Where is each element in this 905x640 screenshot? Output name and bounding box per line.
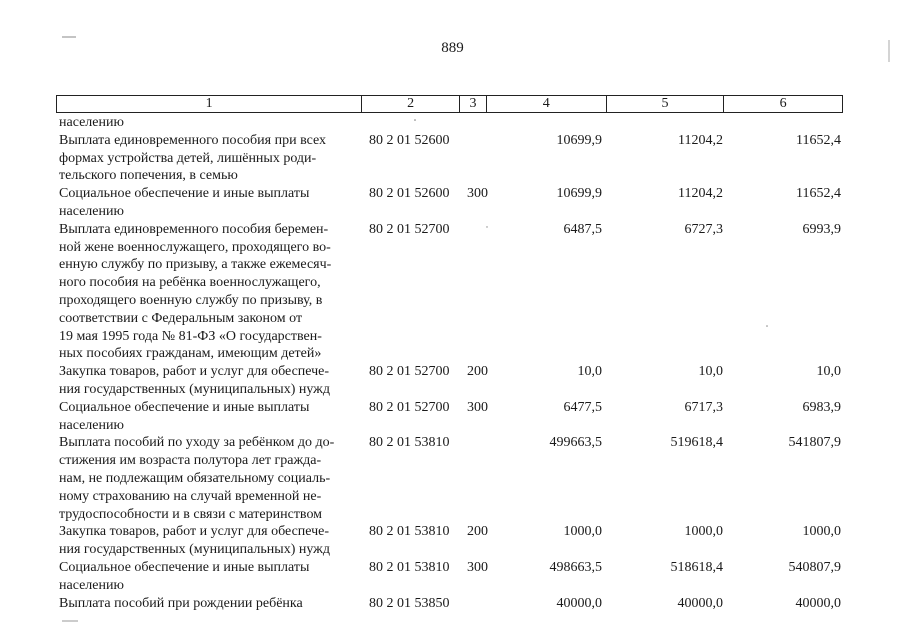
row-code: 80 2 01 53850: [369, 595, 450, 611]
row-name: [59, 132, 359, 185]
table-row: [59, 221, 843, 363]
table-row: [59, 114, 843, 132]
row-code: 80 2 01 52700: [369, 399, 450, 415]
page-number: 889: [441, 40, 464, 56]
row-name-line: формах устройства детей, лишённых роди-: [59, 150, 317, 166]
row-name-line: Социальное обеспечение и иные выплаты: [59, 399, 310, 415]
row-code: 80 2 01 52600: [369, 186, 450, 202]
row-value-col6: 10,0: [816, 364, 841, 380]
header-col-6: 6: [779, 96, 787, 111]
table-row: [59, 132, 843, 185]
row-name-line: тельского попечения, в семью: [59, 168, 238, 184]
row-name-line: населению: [59, 417, 124, 433]
row-name-line: Выплата пособий при рождении ребёнка: [59, 595, 303, 611]
row-value-col5: 1000,0: [684, 524, 723, 540]
row-name-line: Социальное обеспечение и иные выплаты: [59, 186, 310, 202]
row-code: 80 2 01 53810: [369, 435, 450, 451]
row-value-col6: 40000,0: [795, 595, 841, 611]
row-value-col6: 11652,4: [796, 186, 841, 202]
row-value-col5: 6727,3: [684, 221, 723, 237]
row-value-col6: 11652,4: [796, 132, 841, 148]
row-value-col4: 6487,5: [563, 221, 602, 237]
table-row: [59, 399, 843, 435]
row-name-line: ному страхованию на случай временной не-: [59, 488, 322, 504]
row-name: [59, 114, 359, 132]
row-name-line: Выплата единовременного пособия при всех: [59, 132, 327, 148]
row-name-line: населению: [59, 577, 124, 593]
row-expense-type: 200: [467, 364, 488, 380]
row-name: [59, 434, 359, 523]
row-name: [59, 221, 359, 363]
table-row: [59, 595, 843, 613]
row-value-col6: 6983,9: [802, 399, 841, 415]
row-value-col6: 540807,9: [788, 559, 841, 575]
row-name-line: ных пособиях гражданам, имеющим детей»: [59, 346, 322, 362]
budget-table-body: [59, 114, 843, 612]
row-value-col4: 1000,0: [563, 524, 602, 540]
row-name-line: Социальное обеспечение и иные выплаты: [59, 559, 310, 575]
row-value-col4: 498663,5: [549, 559, 602, 575]
row-code: 80 2 01 52700: [369, 221, 450, 237]
row-value-col6: 541807,9: [788, 435, 841, 451]
row-name-line: населению: [59, 203, 124, 219]
row-value-col5: 40000,0: [677, 595, 723, 611]
header-col-2: 2: [362, 96, 460, 112]
table-row: [59, 363, 843, 399]
row-value-col4: 40000,0: [556, 595, 602, 611]
row-name-line: Выплата единовременного пособия беремен-: [59, 221, 329, 237]
row-name: [59, 185, 359, 221]
table-header-row: [56, 95, 843, 113]
row-code: 80 2 01 53810: [369, 524, 450, 540]
row-expense-type: 300: [467, 399, 488, 415]
row-name-line: стижения им возраста полутора лет гражда-: [59, 453, 322, 469]
row-name-line: Закупка товаров, работ и услуг для обеспече-: [59, 364, 330, 380]
row-name-line: енную службу по призыву, а также ежемесяч-: [59, 257, 332, 273]
row-value-col5: 11204,2: [678, 186, 723, 202]
header-col-5: 5: [607, 96, 725, 112]
row-value-col5: 6717,3: [684, 399, 723, 415]
row-value-col6: 6993,9: [802, 221, 841, 237]
row-value-col5: 518618,4: [670, 559, 723, 575]
row-value-col5: 10,0: [698, 364, 723, 380]
row-name-line: ной жене военнослужащего, проходящего во-: [59, 239, 331, 255]
row-name-line: соответствии с Федеральным законом от: [59, 310, 303, 326]
row-expense-type: 300: [467, 186, 488, 202]
row-name-line: нам, не подлежащим обязательному социаль-: [59, 470, 331, 486]
row-name-line: проходящего военную службу по призыву, в: [59, 292, 323, 308]
row-name-line: 19 мая 1995 года № 81-ФЗ «О государствен-: [59, 328, 322, 344]
header-col-1: 1: [57, 96, 362, 112]
row-value-col4: 6477,5: [563, 399, 602, 415]
row-name-line: Закупка товаров, работ и услуг для обеспече-: [59, 524, 330, 540]
row-expense-type: 200: [467, 524, 488, 540]
header-col-3: 3: [460, 96, 487, 112]
row-code: 80 2 01 52600: [369, 132, 450, 148]
table-row: [59, 434, 843, 523]
row-value-col5: 519618,4: [670, 435, 723, 451]
row-name-line: ния государственных (муниципальных) нужд: [59, 542, 330, 558]
row-value-col5: 11204,2: [678, 132, 723, 148]
header-col-4: 4: [487, 96, 607, 112]
row-name-line: населению: [59, 115, 124, 130]
row-name-line: Выплата пособий по уходу за ребёнком до до-: [59, 435, 335, 451]
table-row: [59, 185, 843, 221]
row-name-line: ного пособия на ребёнка военнослужащего,: [59, 275, 321, 291]
row-value-col6: 1000,0: [802, 524, 841, 540]
row-name: [59, 523, 359, 559]
row-value-col4: 10699,9: [556, 186, 602, 202]
row-name-line: трудоспособности и в связи с материнством: [59, 506, 323, 522]
table-row: [59, 559, 843, 595]
row-name: [59, 559, 359, 595]
row-name: [59, 595, 359, 613]
row-expense-type: 300: [467, 559, 488, 575]
row-value-col4: 10699,9: [556, 132, 602, 148]
row-name: [59, 363, 359, 399]
row-code: 80 2 01 52700: [369, 364, 450, 380]
table-row: [59, 523, 843, 559]
row-value-col4: 499663,5: [549, 435, 602, 451]
row-name: [59, 399, 359, 435]
row-name-line: ния государственных (муниципальных) нужд: [59, 381, 330, 397]
row-value-col4: 10,0: [577, 364, 602, 380]
row-code: 80 2 01 53810: [369, 559, 450, 575]
